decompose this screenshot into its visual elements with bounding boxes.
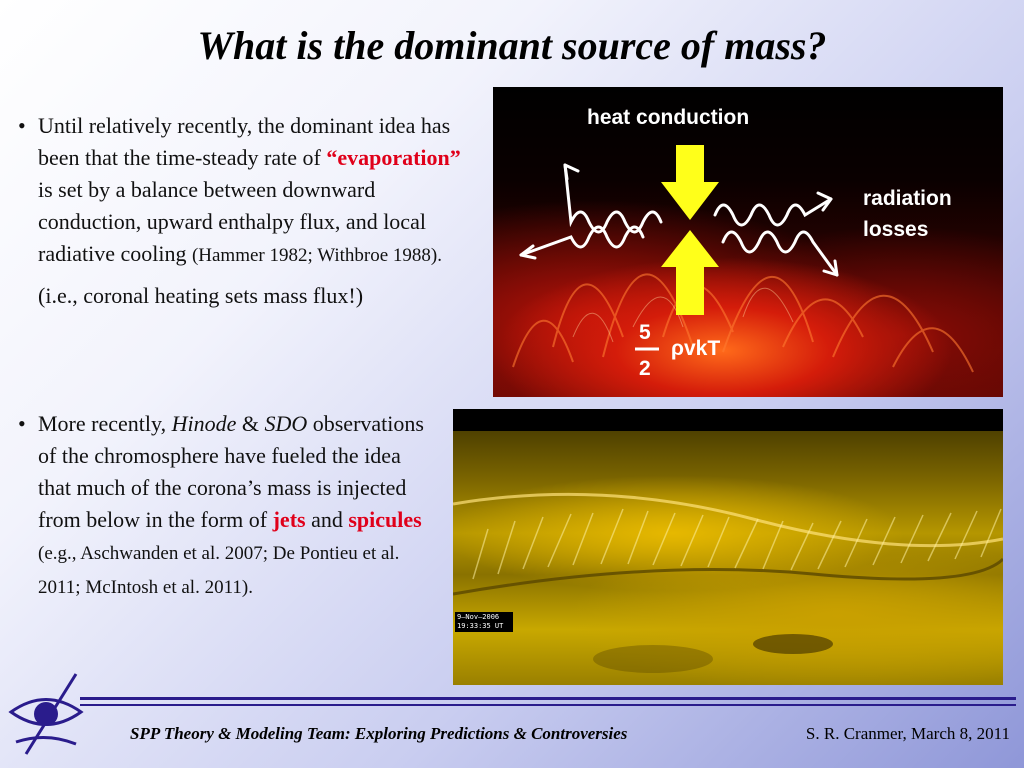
radiation-label-line2: losses	[863, 218, 929, 241]
bullet-dot: •	[18, 113, 26, 138]
timestamp-time: 19:33:35 UT	[457, 622, 504, 630]
evaporation-term: “evaporation”	[326, 145, 461, 170]
hinode-term: Hinode	[171, 411, 237, 436]
bullet1-note: (i.e., coronal heating sets mass flux!)	[38, 283, 364, 308]
bullet1-citation: (Hammer 1982; Withbroe 1988).	[191, 245, 443, 266]
sdo-term: SDO	[264, 411, 308, 436]
bullet-dot: •	[18, 411, 26, 436]
spicules-term: spicules	[348, 507, 422, 532]
bullet-list-1	[18, 110, 468, 312]
heat-conduction-arrow	[661, 145, 719, 220]
bullet1-text-after: is set by a balance between downward conduction, upward enthalpy flux, and local radiative cooling	[38, 177, 426, 266]
footer-rule-top	[80, 697, 1016, 700]
enthalpy-flux-arrow	[661, 230, 719, 315]
bullet-list-2	[18, 408, 438, 604]
bullet2-amp: &	[236, 411, 265, 436]
footer-author-date: S. R. Cranmer, March 8, 2011	[805, 724, 1010, 743]
spicules-illustration	[453, 409, 1003, 685]
bullet1-text-before: Until relatively recently, the dominant idea has been that the time-steady rate of	[38, 113, 451, 170]
enthalpy-label: ρvkT	[671, 337, 721, 360]
bullet2-text-before: More recently,	[38, 411, 172, 436]
bullet2-citation: (e.g., Aschwanden et al. 2007; De Pontieu et al. 2011; McIntosh et al. 2011).	[38, 543, 400, 598]
observation-timestamp	[455, 612, 513, 632]
spp-logo-icon	[6, 672, 86, 762]
footer-team-text: SPP Theory & Modeling Team: Exploring Predictions & Controversies	[130, 724, 628, 743]
bullet2-text-mid: observations of the chromosphere have fueled the idea that much of the corona’s mass is injected from below in the form of	[38, 411, 424, 532]
radiation-label-line1: radiation	[863, 187, 952, 210]
jets-term: jets	[272, 507, 306, 532]
footer-rule-bottom	[80, 704, 1016, 706]
bullet-jets-spicules	[18, 408, 438, 604]
corona-energy-diagram	[493, 87, 1003, 397]
timestamp-date: 9–Nov–2006	[457, 613, 500, 621]
bullet-evaporation	[18, 110, 468, 272]
bullet2-and: and	[305, 507, 349, 532]
slide-title: What is the dominant source of mass?	[197, 23, 827, 68]
heat-conduction-label: heat conduction	[587, 106, 750, 129]
fraction-numerator: 5	[639, 321, 651, 344]
fraction-denominator: 2	[639, 357, 651, 380]
chromosphere-observation-image	[453, 409, 1003, 685]
